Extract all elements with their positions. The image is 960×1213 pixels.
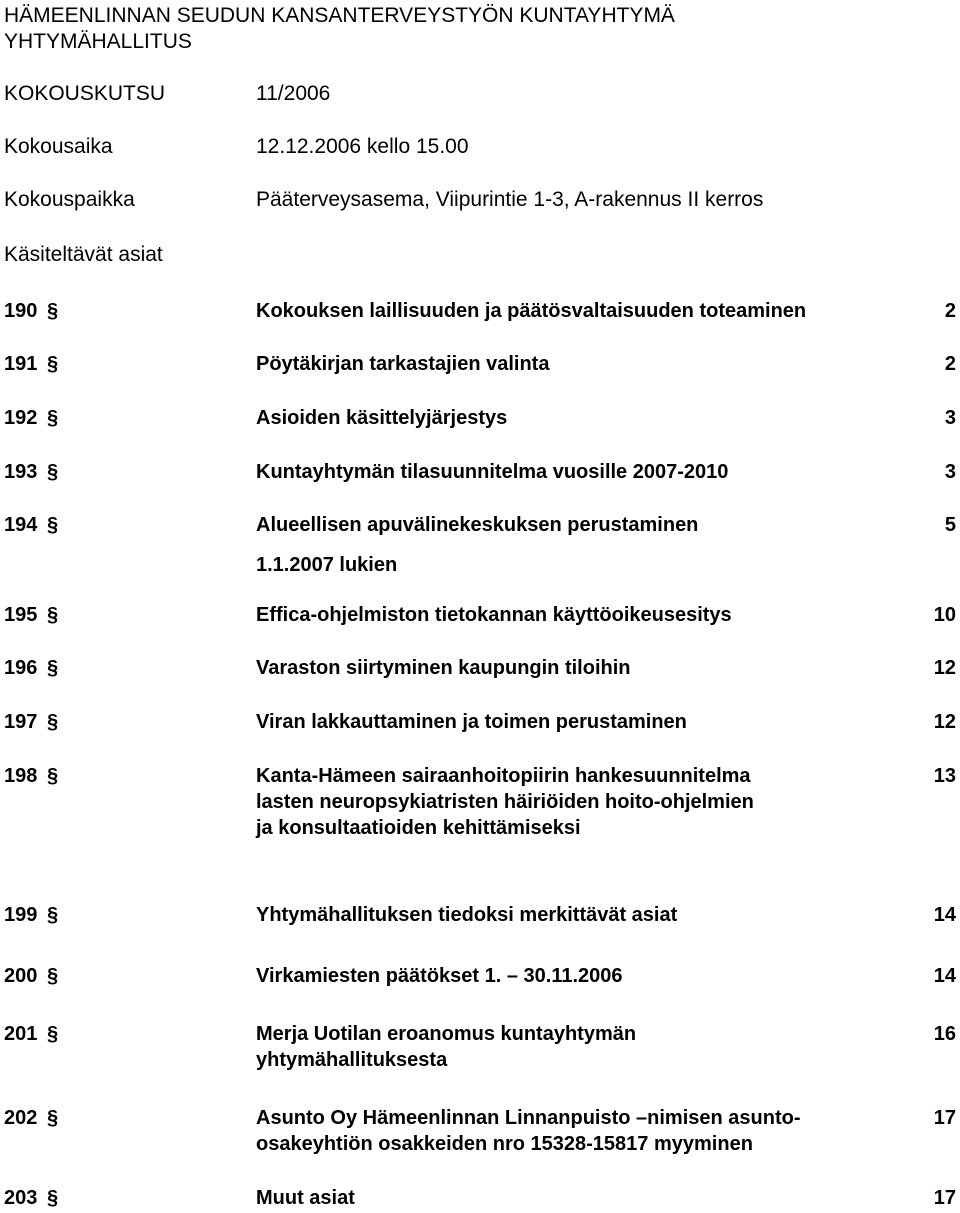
agenda-item-title-line: Pöytäkirjan tarkastajien valinta — [256, 353, 550, 375]
agenda-item-page: 3 — [944, 461, 956, 483]
section-symbol: § — [47, 1023, 59, 1045]
agenda-item-number: 195 — [4, 604, 38, 626]
agenda-item-title-line: Effica-ohjelmiston tietokannan käyttöoikeusesitys — [256, 604, 732, 626]
agenda-item-title-line: Alueellisen apuvälinekeskuksen perustaminen — [256, 514, 699, 536]
section-symbol: § — [47, 300, 59, 322]
section-symbol: § — [47, 1107, 59, 1129]
meeting-place-label: Kokouspaikka — [4, 188, 135, 211]
section-symbol: § — [47, 1187, 59, 1209]
agenda-item-title — [256, 1021, 896, 1073]
agenda-item-page: 3 — [944, 407, 956, 429]
agenda-item-number: 199 — [4, 904, 38, 926]
agenda-item-number: 193 — [4, 461, 38, 483]
agenda-item-title-line: Varaston siirtyminen kaupungin tiloihin — [256, 657, 631, 679]
agenda-item-title-line: yhtymähallituksesta — [256, 1049, 448, 1071]
agenda-item-title — [256, 351, 896, 377]
section-symbol: § — [47, 765, 59, 787]
agenda-item-title — [256, 1185, 896, 1211]
agenda-item-page: 2 — [944, 300, 956, 322]
agenda-item-title-line: osakeyhtiön osakkeiden nro 15328-15817 myyminen — [256, 1133, 753, 1155]
agenda-item-title-line: Asunto Oy Hämeenlinnan Linnanpuisto –nimisen asunto- — [256, 1107, 801, 1129]
section-symbol: § — [47, 604, 59, 626]
agenda-item-title-line: Yhtymähallituksen tiedoksi merkittävät asiat — [256, 904, 678, 926]
agenda-item-title-line: 1.1.2007 lukien — [256, 554, 398, 576]
agenda-item-title — [256, 298, 896, 324]
agenda-item-title — [256, 1105, 896, 1157]
meeting-place-value: Pääterveysasema, Viipurintie 1-3, A-rakennus II kerros — [256, 188, 764, 211]
agenda-item-page: 2 — [944, 353, 956, 375]
meeting-time-label: Kokousaika — [4, 135, 113, 158]
agenda-item-title-line: Kanta-Hämeen sairaanhoitopiirin hankesuunnitelma — [256, 765, 751, 787]
organization-name: HÄMEENLINNAN SEUDUN KANSANTERVEYSTYÖN KUNTAYHTYMÄ — [4, 4, 675, 27]
section-symbol: § — [47, 904, 59, 926]
agenda-item-title — [256, 763, 896, 841]
agenda-item-title-line: Viran lakkauttaminen ja toimen perustaminen — [256, 711, 687, 733]
agenda-item-page: 17 — [933, 1187, 956, 1209]
agenda-item-number: 196 — [4, 657, 38, 679]
agenda-item-title — [256, 405, 896, 431]
invite-label: KOKOUSKUTSU — [4, 82, 166, 105]
agenda-item-page: 12 — [933, 657, 956, 679]
agenda-item-title — [256, 602, 896, 628]
agenda-item-title-line: Kuntayhtymän tilasuunnitelma vuosille 2007-2010 — [256, 461, 729, 483]
board-name: YHTYMÄHALLITUS — [4, 30, 192, 53]
agenda-item-page: 12 — [933, 711, 956, 733]
agenda-item-title-line: Merja Uotilan eroanomus kuntayhtymän — [256, 1023, 637, 1045]
section-symbol: § — [47, 711, 59, 733]
section-symbol: § — [47, 965, 59, 987]
agenda-item-title-line: lasten neuropsykiatristen häiriöiden hoito-ohjelmien — [256, 791, 754, 813]
agenda-item-number: 203 — [4, 1187, 38, 1209]
agenda-item-number: 190 — [4, 300, 38, 322]
section-symbol: § — [47, 353, 59, 375]
agenda-item-title-line: Asioiden käsittelyjärjestys — [256, 407, 508, 429]
section-symbol: § — [47, 407, 59, 429]
meeting-time-value: 12.12.2006 kello 15.00 — [256, 135, 469, 158]
agenda-item-page: 16 — [933, 1023, 956, 1045]
agenda-item-page: 17 — [933, 1107, 956, 1129]
agenda-item-number: 194 — [4, 514, 38, 536]
invite-number: 11/2006 — [256, 82, 331, 105]
agenda-item-title-line: Kokouksen laillisuuden ja päätösvaltaisuuden toteaminen — [256, 300, 807, 322]
agenda-item-number: 200 — [4, 965, 38, 987]
agenda-item-number: 191 — [4, 353, 38, 375]
agenda-item-page: 14 — [933, 904, 956, 926]
agenda-item-title — [256, 459, 896, 485]
section-symbol: § — [47, 657, 59, 679]
agenda-item-title-line: Muut asiat — [256, 1187, 355, 1209]
agenda-item-page: 14 — [933, 965, 956, 987]
agenda-item-title — [256, 963, 896, 989]
agenda-item-title-line: ja konsultaatioiden kehittämiseksi — [256, 817, 581, 839]
agenda-item-page: 13 — [933, 765, 956, 787]
agenda-item-page: 10 — [933, 604, 956, 626]
agenda-item-number: 201 — [4, 1023, 38, 1045]
agenda-item-number: 202 — [4, 1107, 38, 1129]
agenda-heading: Käsiteltävät asiat — [4, 243, 163, 266]
agenda-item-number: 198 — [4, 765, 38, 787]
agenda-item-number: 197 — [4, 711, 38, 733]
agenda-item-page: 5 — [944, 514, 956, 536]
section-symbol: § — [47, 461, 59, 483]
agenda-item-title — [256, 902, 896, 928]
agenda-item-title — [256, 512, 896, 592]
agenda-item-number: 192 — [4, 407, 38, 429]
agenda-item-title — [256, 709, 896, 735]
section-symbol: § — [47, 514, 59, 536]
agenda-item-title-line: Virkamiesten päätökset 1. – 30.11.2006 — [256, 965, 623, 987]
agenda-item-title — [256, 655, 896, 681]
